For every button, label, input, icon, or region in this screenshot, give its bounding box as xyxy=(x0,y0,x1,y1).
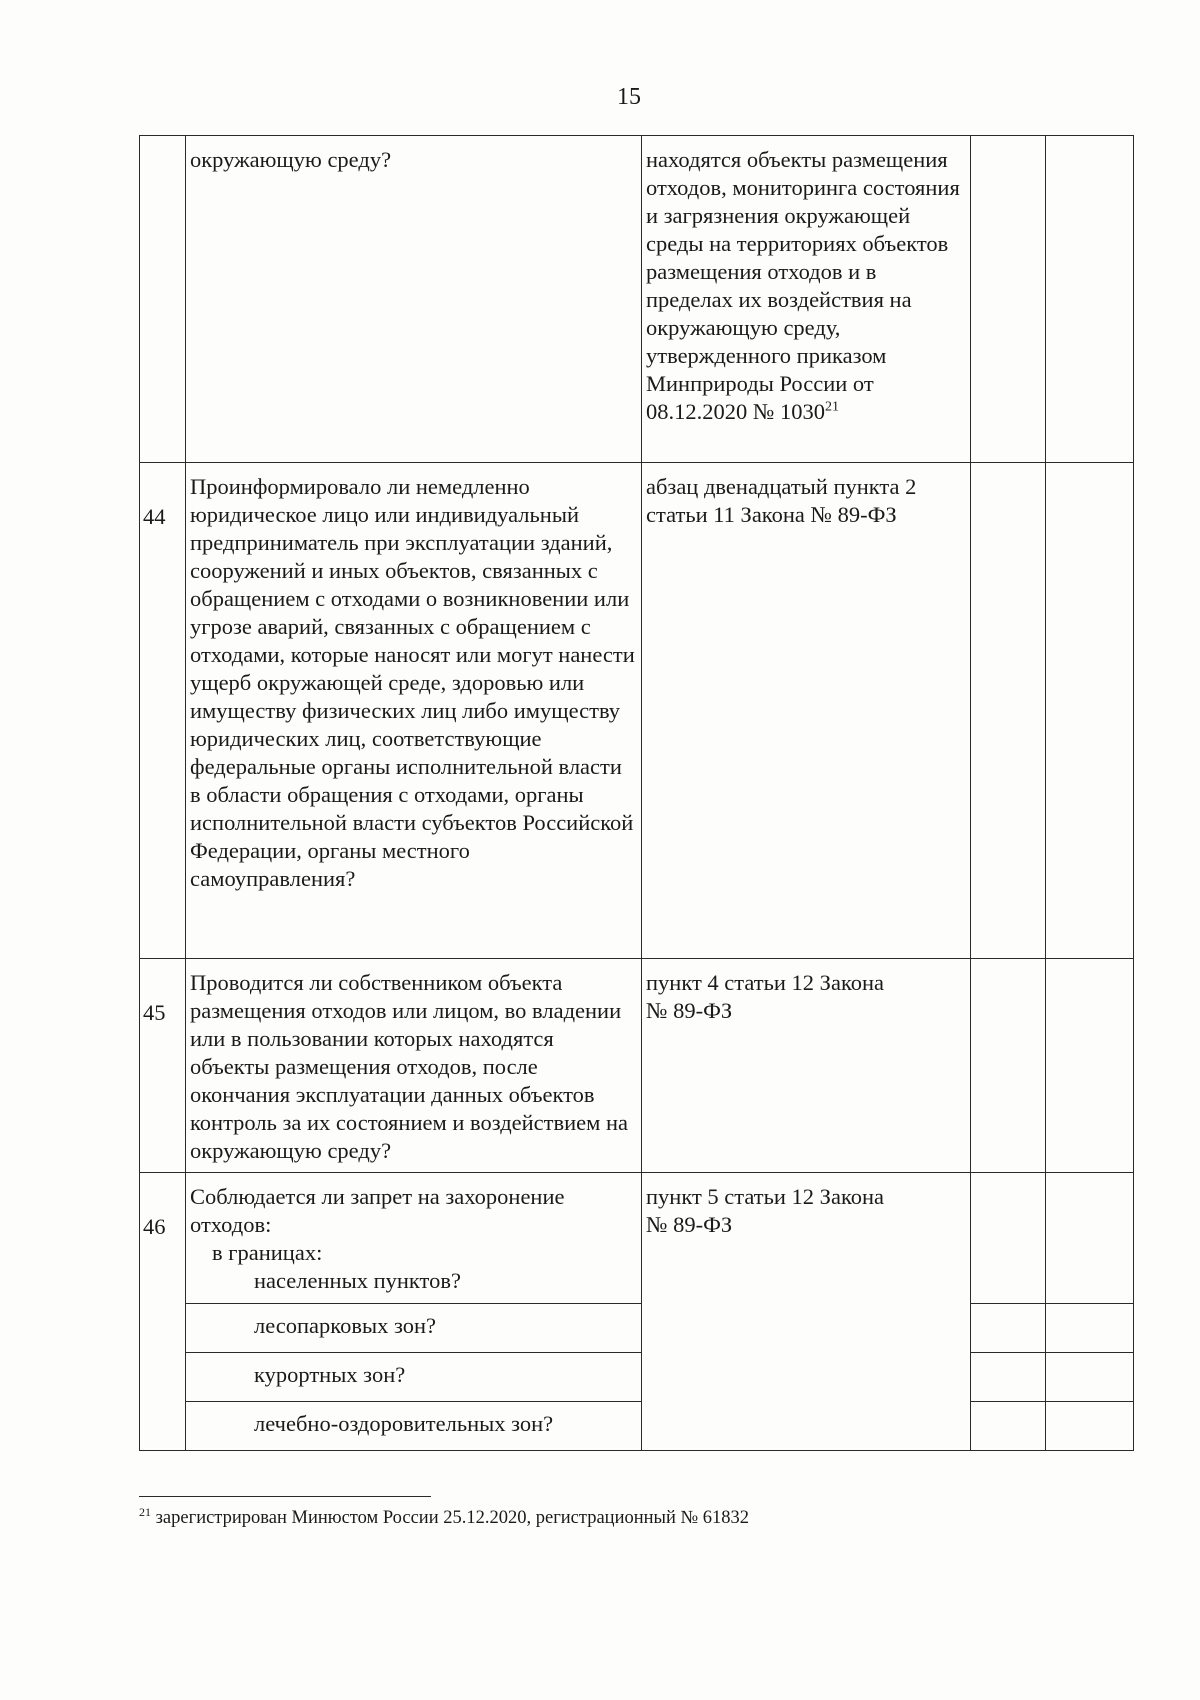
row-number: 45 xyxy=(140,959,186,1173)
checklist-table xyxy=(139,135,1134,1451)
question-cell xyxy=(186,1353,642,1402)
requisites-cell: абзац двенадцатый пункта 2 статьи 11 Закона № 89-ФЗ xyxy=(642,463,971,959)
requisites-cell: пункт 5 статьи 12 Закона № 89-ФЗ xyxy=(642,1173,971,1451)
table-row xyxy=(140,1173,1134,1304)
table-row xyxy=(140,1353,1134,1402)
answer-cell-yes xyxy=(971,463,1046,959)
question-cell xyxy=(186,1173,642,1304)
row-number: 44 xyxy=(140,463,186,959)
answer-cell-no xyxy=(1046,1304,1134,1353)
answer-cell-no xyxy=(1046,1173,1134,1304)
table-row xyxy=(140,959,1134,1173)
table-row xyxy=(140,1402,1134,1451)
footnote-divider xyxy=(139,1496,431,1497)
answer-cell-no xyxy=(1046,1402,1134,1451)
answer-cell-yes xyxy=(971,1304,1046,1353)
requisites-cell xyxy=(642,136,971,463)
footnote-text: зарегистрирован Минюстом России 25.12.2020, регистрационный № 61832 xyxy=(155,1508,749,1528)
table-row xyxy=(140,136,1134,463)
requisites-cell: пункт 4 статьи 12 Закона № 89-ФЗ xyxy=(642,959,971,1173)
answer-cell-yes xyxy=(971,1353,1046,1402)
answer-cell-no xyxy=(1046,1353,1134,1402)
question-subitem: населенных пунктов? xyxy=(254,1268,461,1293)
page-number: 15 xyxy=(617,84,641,110)
footnote-ref: 21 xyxy=(824,399,839,415)
row-number: 46 xyxy=(140,1173,186,1451)
question-subitem: лечебно-оздоровительных зон? xyxy=(254,1411,554,1436)
footnote xyxy=(139,1504,749,1529)
answer-cell-yes xyxy=(971,136,1046,463)
answer-cell-yes xyxy=(971,1402,1046,1451)
question-cell xyxy=(186,1402,642,1451)
requisites-text: находятся объекты размещения отходов, мониторинга состояния и загрязнения окружающей среды на территориях объектов размещения отходов и в пределах их воздействия на окружающую среду, утвержденного приказом Минприроды России от 08.12.2020 № 1030 xyxy=(646,147,960,424)
question-subitem: лесопарковых зон? xyxy=(254,1313,436,1338)
table-row xyxy=(140,463,1134,959)
footnote-mark: 21 xyxy=(139,1504,151,1519)
question-subheading: в границах: xyxy=(212,1240,323,1265)
answer-cell-yes xyxy=(971,959,1046,1173)
question-cell: Проводится ли собственником объекта размещения отходов или лицом, во владении или в пользовании которых находятся объекты размещения отходов, после окончания эксплуатации данных объектов контроль за их состоянием и воздействием на окружающую среду? xyxy=(186,959,642,1173)
answer-cell-no xyxy=(1046,959,1134,1173)
question-cell xyxy=(186,1304,642,1353)
answer-cell-no xyxy=(1046,463,1134,959)
question-subitem: курортных зон? xyxy=(254,1362,406,1387)
answer-cell-no xyxy=(1046,136,1134,463)
question-text: Соблюдается ли запрет на захоронение отходов: xyxy=(190,1184,565,1237)
row-number xyxy=(140,136,186,463)
table-row xyxy=(140,1304,1134,1353)
question-cell: окружающую среду? xyxy=(186,136,642,463)
question-cell: Проинформировало ли немедленно юридическое лицо или индивидуальный предприниматель при эксплуатации зданий, сооружений и иных объектов, связанных с обращением с отходами о возникновении или угрозе аварий, связанных с обращением с отходами, которые наносят или могут нанести ущерб окружающей среде, здоровью или имуществу физических лиц либо имуществу юридических лиц, соответствующие федеральные органы исполнительной власти в области обращения с отходами, органы исполнительной власти субъектов Российской Федерации, органы местного самоуправления? xyxy=(186,463,642,959)
answer-cell-yes xyxy=(971,1173,1046,1304)
